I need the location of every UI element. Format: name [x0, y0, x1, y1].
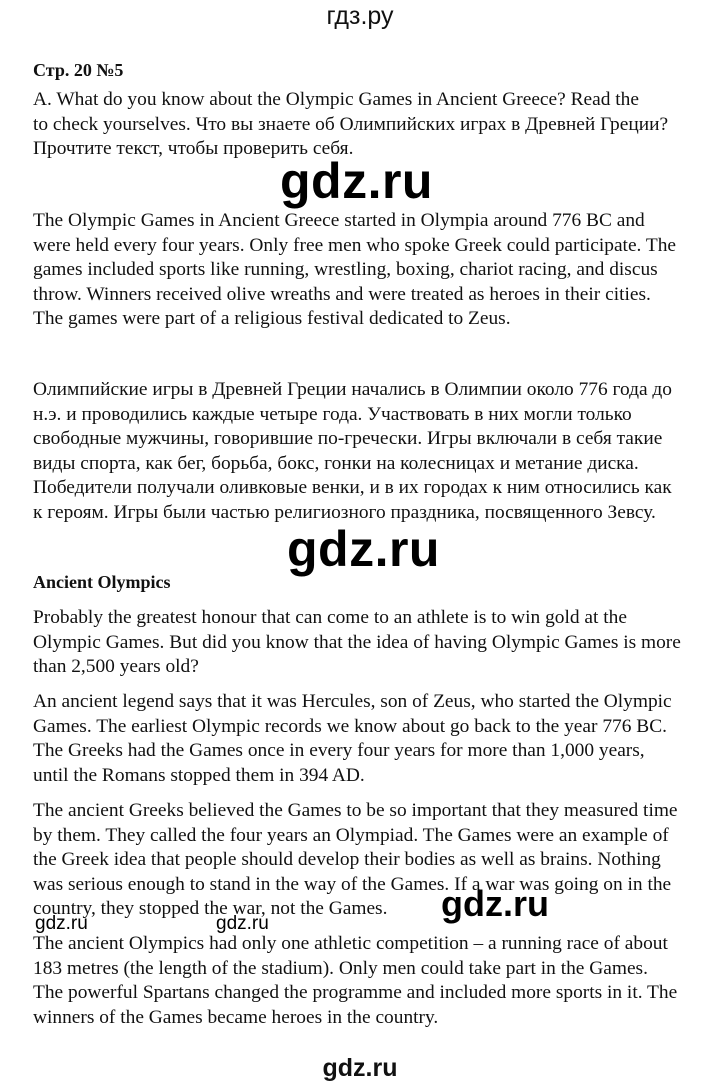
answer-russian: Олимпийские игры в Древней Греции начались в Олимпии около 776 года до н.э. и проводились каждые четыре года. Участвовать в них могли только свободные мужчины, говорившие по-гречески. Игры включали в себя такие виды спорта, как бег, борьба, бокс, гонки на колесницах и метание диска. Победители получали оливковые венки, и в их городах к ним относились как к героям. Игры были частью религиозного праздника, посвященного Зевсу.: [33, 379, 672, 523]
watermark-large-1: gdz.ru: [280, 153, 433, 209]
watermark-small-1: gdz.ru: [35, 913, 88, 934]
watermark-small-2: gdz.ru: [216, 913, 269, 934]
task-text: A. What do you know about the Olympic Games in Ancient Greece? Read the to check yourselves. Что вы знаете об Олимпийских играх в Древней Греции? Прочтите текст, чтобы проверить себя.: [33, 89, 669, 159]
paragraph-3: The ancient Greeks believed the Games to be so important that they measured time by them. They called the four years an Olympiad. The Games were an example of the Greek idea that people should develop their bodies as well as brains. Nothing was serious enough to stand in the way of the Games. If a war was going on in the country, they stopped the war, not the Games.: [33, 800, 678, 919]
answer-english: The Olympic Games in Ancient Greece started in Olympia around 776 BC and were held every four years. Only free men who spoke Greek could participate. The games included sports like running, wrestling, boxing, chariot racing, and discus throw. Winners received olive wreaths and were treated as heroes in their cities. The games were part of a religious festival dedicated to Zeus.: [33, 210, 677, 329]
watermark-large-2: gdz.ru: [287, 521, 440, 577]
page-heading: Стр. 20 №5: [33, 60, 124, 80]
footer-watermark: gdz.ru: [322, 1054, 398, 1082]
watermark-medium: gdz.ru: [441, 883, 549, 924]
paragraph-1: Probably the greatest honour that can come to an athlete is to win gold at the Olympic Games. But did you know that the idea of having Olympic Games is more than 2,500 years old?: [33, 607, 681, 677]
paragraph-2: An ancient legend says that it was Hercules, son of Zeus, who started the Olympic Games. The earliest Olympic records we know about go back to the year 776 BC. The Greeks had the Games once in every four years for more than 1,000 years, until the Romans stopped them in 394 AD.: [33, 691, 672, 786]
site-header: гдз.ру: [326, 2, 394, 30]
section-title: Ancient Olympics: [33, 572, 171, 592]
paragraph-4: The ancient Olympics had only one athletic competition – a running race of about 183 metres (the length of the stadium). Only men could take part in the Games. The powerful Spartans changed the programme and included more sports in it. The winners of the Games became heroes in the country.: [33, 933, 678, 1028]
